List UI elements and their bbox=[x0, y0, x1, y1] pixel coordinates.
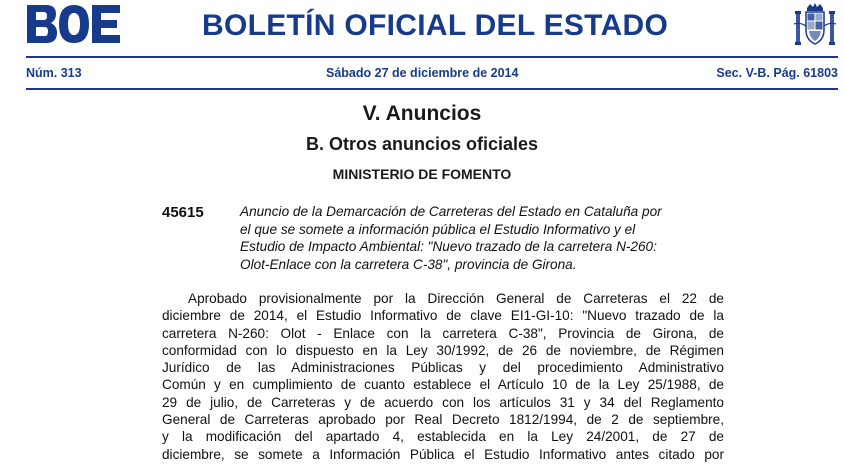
announcement-title bbox=[240, 203, 728, 273]
section-title: V. Anuncios bbox=[362, 102, 482, 125]
boe-logo-graphic bbox=[26, 4, 122, 44]
coat-of-arms-icon bbox=[792, 2, 838, 50]
announcement-title-line: Olot-Enlace con la carretera C-38", provincia de Girona. bbox=[240, 256, 577, 272]
body-line: Aprobado provisionalmente por la Dirección General de Carreteras el 22 de bbox=[188, 291, 724, 306]
body-line: carretera N-260: Olot - Enlace con la carretera C-38", Provincia de Girona, de bbox=[162, 325, 724, 341]
header-bottom-rule bbox=[26, 88, 838, 90]
header-top-rule bbox=[26, 56, 838, 58]
body-line: diciembre de 2014, el Estudio Informativo de clave EI1-GI-10: "Nuevo trazado de la bbox=[162, 308, 724, 324]
section-page: Sec. V-B. Pág. 61803 bbox=[716, 66, 838, 80]
ministry-heading: MINISTERIO DE FOMENTO bbox=[332, 166, 512, 182]
issue-number: Núm. 313 bbox=[26, 66, 82, 80]
page-header bbox=[0, 0, 844, 52]
announcement-title-line: el que se somete a información pública el Estudio Informativo y el bbox=[240, 221, 636, 237]
body-line: Común y en cumplimiento de cuanto establece el Artículo 10 de la Ley 25/1988, de bbox=[162, 377, 724, 393]
issue-date: Sábado 27 de diciembre de 2014 bbox=[326, 66, 519, 80]
masthead-title: BOLETÍN OFICIAL DEL ESTADO bbox=[202, 9, 669, 42]
boe-logo-icon bbox=[26, 4, 122, 44]
body-line: Jurídico de las Administraciones Públicas y del procedimiento Administrativo bbox=[162, 360, 724, 376]
section-subtitle: B. Otros anuncios oficiales bbox=[305, 134, 539, 154]
body-line: y la modificación del apartado 4, establecida en la Ley 24/2001, de 27 de bbox=[162, 429, 724, 445]
body-line: General de Carreteras aprobado por Real Decreto 1812/1994, de 2 de septiembre, bbox=[162, 412, 724, 428]
announcement-body bbox=[162, 290, 724, 463]
coat-of-arms-graphic bbox=[792, 2, 838, 50]
announcement-title-line: Anuncio de la Demarcación de Carreteras del Estado en Cataluña por bbox=[240, 204, 662, 219]
body-line: conformidad con lo dispuesto en la Ley 30/1992, de 26 de noviembre, de Régimen bbox=[162, 342, 724, 358]
announcement-number: 45615 bbox=[162, 204, 204, 221]
announcement-title-line: Estudio de Impacto Ambiental: "Nuevo trazado de la carretera N-260: bbox=[240, 239, 657, 254]
body-line: diciembre, se somete a Información Pública el Estudio Informativo antes citado por bbox=[162, 446, 724, 462]
body-line: 29 de julio, de Carreteras y de acuerdo con los artículos 31 y 34 del Reglamento bbox=[162, 394, 724, 410]
